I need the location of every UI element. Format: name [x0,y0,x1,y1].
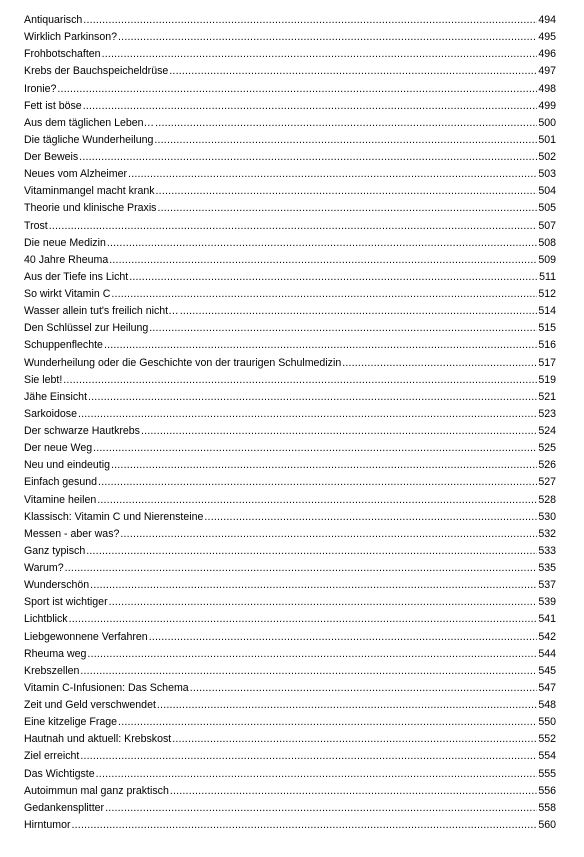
toc-entry[interactable] [24,577,556,594]
toc-entry-page-number: 542 [538,630,556,643]
toc-entry[interactable] [24,783,556,800]
toc-entry-title: Schuppenflechte [24,339,103,352]
toc-entry-title: Trost [24,219,48,232]
toc-entry[interactable] [24,526,556,543]
toc-entry-page-number: 530 [538,510,556,523]
toc-entry-page-number: 532 [538,527,556,540]
toc-entry[interactable] [24,98,556,115]
toc-entry[interactable] [24,817,556,834]
toc-entry[interactable] [24,663,556,680]
toc-entry-title: Fett ist böse [24,99,82,112]
toc-entry-page-number: 544 [538,647,556,660]
toc-entry[interactable] [24,63,556,80]
toc-entry-title: Vitaminmangel macht krank [24,185,155,198]
dot-leader [129,269,538,286]
toc-entry-title: Ironie? [24,82,57,95]
dot-leader [204,509,537,526]
toc-entry[interactable] [24,132,556,149]
toc-entry-page-number: 501 [538,133,556,146]
toc-entry[interactable] [24,269,556,286]
toc-entry-title: Rheuma weg [24,647,87,660]
toc-entry-title: Autoimmun mal ganz praktisch [24,784,169,797]
toc-entry-title: Aus dem täglichen Leben… [24,116,155,129]
toc-entry-title: Hirntumor [24,818,71,831]
toc-entry-page-number: 535 [538,562,556,574]
toc-entry-title: Jähe Einsicht [24,390,88,403]
dot-leader [118,29,537,46]
dot-leader [93,440,537,457]
toc-entry[interactable] [24,731,556,748]
toc-entry[interactable] [24,355,556,372]
toc-entry-page-number: 545 [538,664,556,677]
toc-entry[interactable] [24,149,556,166]
dot-leader [98,474,537,491]
toc-entry[interactable] [24,457,556,474]
dot-leader [65,560,538,577]
toc-entry-page-number: 560 [538,818,556,831]
toc-entry-page-number: 504 [538,185,556,198]
dot-leader [157,697,537,714]
dot-leader [154,132,537,149]
toc-entry[interactable] [24,218,556,235]
toc-entry-page-number: 541 [538,613,556,626]
dot-leader [172,731,537,748]
toc-entry-title: Neues vom Alzheimer [24,168,128,181]
dot-leader [79,149,537,166]
dot-leader [97,492,537,509]
toc-entry-title: Theorie und klinische Praxis [24,202,157,215]
toc-entry-title: Sport ist wichtiger [24,596,108,609]
toc-entry[interactable] [24,629,556,646]
toc-entry-page-number: 554 [538,750,556,763]
toc-entry-title: Gedankensplitter [24,801,105,814]
toc-entry-page-number: 523 [538,407,556,420]
toc-entry-title: Warum? [24,562,64,574]
dot-leader [80,748,537,765]
toc-entry-title: Wirklich Parkinson? [24,31,118,44]
dot-leader [105,800,537,817]
toc-entry-title: Die tägliche Wunderheilung [24,133,154,146]
toc-entry-title: Krebszellen [24,664,80,677]
dot-leader [107,235,537,252]
dot-leader [63,372,537,389]
toc-entry-page-number: 509 [538,253,556,266]
dot-leader [111,286,537,303]
dot-leader [83,12,537,29]
toc-entry-title: Neu und eindeutig [24,459,110,472]
dot-leader [104,337,537,354]
toc-entry-page-number: 517 [538,356,556,369]
toc-entry[interactable] [24,12,556,29]
toc-entry[interactable] [24,611,556,628]
toc-entry-title: Sarkoidose [24,407,77,420]
toc-entry-page-number: 552 [538,733,556,746]
toc-entry-title: Der schwarze Hautkrebs [24,425,140,437]
toc-entry-page-number: 498 [538,82,556,95]
toc-entry-page-number: 511 [539,270,556,283]
toc-entry-page-number: 558 [538,801,556,814]
toc-entry-title: Der Beweis [24,151,79,163]
dot-leader [69,611,538,628]
toc-entry-title: Frohbotschaften [24,48,101,61]
toc-entry-page-number: 515 [538,322,556,335]
dot-leader [49,218,538,235]
dot-leader [90,577,537,594]
toc-entry[interactable] [24,183,556,200]
toc-entry[interactable] [24,406,556,423]
dot-leader [87,646,537,663]
toc-entry-title: Lichtblick [24,613,68,626]
toc-entry-page-number: 527 [538,476,556,489]
dot-leader [80,663,537,680]
toc-entry-page-number: 533 [538,544,556,557]
toc-entry-page-number: 519 [538,373,556,386]
toc-entry-page-number: 539 [538,596,556,609]
toc-entry-page-number: 512 [538,288,556,300]
toc-entry-page-number: 499 [538,99,556,112]
toc-entry-page-number: 496 [538,48,556,61]
toc-entry-page-number: 524 [538,425,556,437]
toc-entry[interactable] [24,46,556,63]
toc-entry-page-number: 503 [538,168,556,181]
toc-entry-page-number: 525 [538,442,556,455]
toc-entry[interactable] [24,800,556,817]
dot-leader [109,252,537,269]
dot-leader [72,817,538,834]
toc-entry[interactable] [24,81,556,98]
toc-entry-title: Krebs der Bauchspeicheldrüse [24,65,169,78]
toc-entry-title: Den Schlüssel zur Heilung [24,322,149,335]
toc-entry-page-number: 508 [538,236,556,249]
dot-leader [180,303,538,320]
toc-entry[interactable] [24,560,556,577]
toc-entry-title: Aus der Tiefe ins Licht [24,270,129,283]
toc-entry-page-number: 495 [538,31,556,44]
toc-entry[interactable] [24,200,556,217]
toc-entry-page-number: 494 [538,14,556,26]
toc-entry-page-number: 500 [538,116,556,129]
toc-entry-title: Ganz typisch [24,544,86,557]
toc-entry[interactable] [24,252,556,269]
dot-leader [190,680,538,697]
toc-entry-title: Antiquarisch [24,14,83,26]
toc-entry-title: Das Wichtigste [24,767,95,780]
toc-entry-page-number: 505 [538,202,556,215]
toc-entry[interactable] [24,29,556,46]
dot-leader [157,200,537,217]
toc-entry-title: Ziel erreicht [24,750,80,763]
toc-entry-title: Vitamin C-Infusionen: Das Schema [24,681,189,694]
toc-entry-title: Vitamine heilen [24,493,97,506]
toc-entry[interactable] [24,646,556,663]
toc-entry-page-number: 507 [538,219,556,232]
dot-leader [156,183,538,200]
toc-entry-page-number: 537 [538,579,556,592]
dot-leader [78,406,537,423]
toc-entry-title: Einfach gesund [24,476,98,489]
toc-entry-title: Wasser allein tut's freilich nicht… [24,305,179,318]
toc-entry[interactable] [24,166,556,183]
toc-entry[interactable] [24,423,556,440]
toc-entry[interactable] [24,474,556,491]
toc-entry-page-number: 514 [538,305,556,318]
toc-entry-title: Die neue Medizin [24,236,106,249]
toc-entry[interactable] [24,680,556,697]
toc-entry[interactable] [24,594,556,611]
toc-entry-page-number: 497 [538,65,556,78]
toc-entry[interactable] [24,115,556,132]
toc-entry[interactable] [24,492,556,509]
dot-leader [120,526,537,543]
dot-leader [155,115,537,132]
toc-entry[interactable] [24,337,556,354]
toc-entry[interactable] [24,714,556,731]
toc-entry-title: Messen - aber was? [24,527,120,540]
dot-leader [128,166,537,183]
toc-entry-title: Liebgewonnene Verfahren [24,630,148,643]
toc-entry[interactable] [24,389,556,406]
toc-entry[interactable] [24,303,556,320]
toc-entry-page-number: 548 [538,699,556,711]
dot-leader [102,46,538,63]
toc-entry[interactable] [24,320,556,337]
toc-entry[interactable] [24,697,556,714]
toc-entry-page-number: 547 [538,681,556,694]
dot-leader [149,320,537,337]
toc-entry-page-number: 526 [538,459,556,472]
toc-entry-page-number: 550 [538,716,556,729]
dot-leader [118,714,537,731]
toc-entry[interactable] [24,748,556,765]
toc-entry-title: 40 Jahre Rheuma [24,253,109,266]
toc-entry-title: Hautnah und aktuell: Krebskost [24,733,172,746]
toc-entry-title: Zeit und Geld verschwendet [24,699,156,711]
toc-entry[interactable] [24,440,556,457]
dot-leader [88,389,537,406]
dot-leader [83,98,538,115]
toc-entry[interactable] [24,286,556,303]
dot-leader [96,766,538,783]
dot-leader [109,594,538,611]
toc-entry[interactable] [24,509,556,526]
toc-entry[interactable] [24,766,556,783]
toc-entry-page-number: 555 [538,767,556,780]
toc-entry-title: Wunderschön [24,579,90,592]
toc-entry-title: Eine kitzelige Frage [24,716,118,729]
table-of-contents [24,12,556,834]
toc-entry[interactable] [24,235,556,252]
toc-entry[interactable] [24,543,556,560]
dot-leader [342,355,537,372]
toc-entry-page-number: 502 [538,151,556,163]
dot-leader [141,423,537,440]
toc-entry-page-number: 556 [538,784,556,797]
toc-entry-title: Wunderheilung oder die Geschichte von der traurigen Schulmedizin [24,356,342,369]
toc-entry-title: So wirkt Vitamin C [24,288,111,300]
dot-leader [149,629,538,646]
dot-leader [170,783,537,800]
dot-leader [86,543,537,560]
dot-leader [57,81,537,98]
toc-entry-title: Sie lebt! [24,373,63,386]
toc-entry-title: Klassisch: Vitamin C und Nierensteine [24,510,204,523]
toc-entry-title: Der neue Weg [24,442,93,455]
toc-entry-page-number: 521 [538,390,556,403]
dot-leader [169,63,537,80]
dot-leader [111,457,537,474]
toc-entry[interactable] [24,372,556,389]
toc-entry-page-number: 516 [538,339,556,352]
toc-entry-page-number: 528 [538,493,556,506]
